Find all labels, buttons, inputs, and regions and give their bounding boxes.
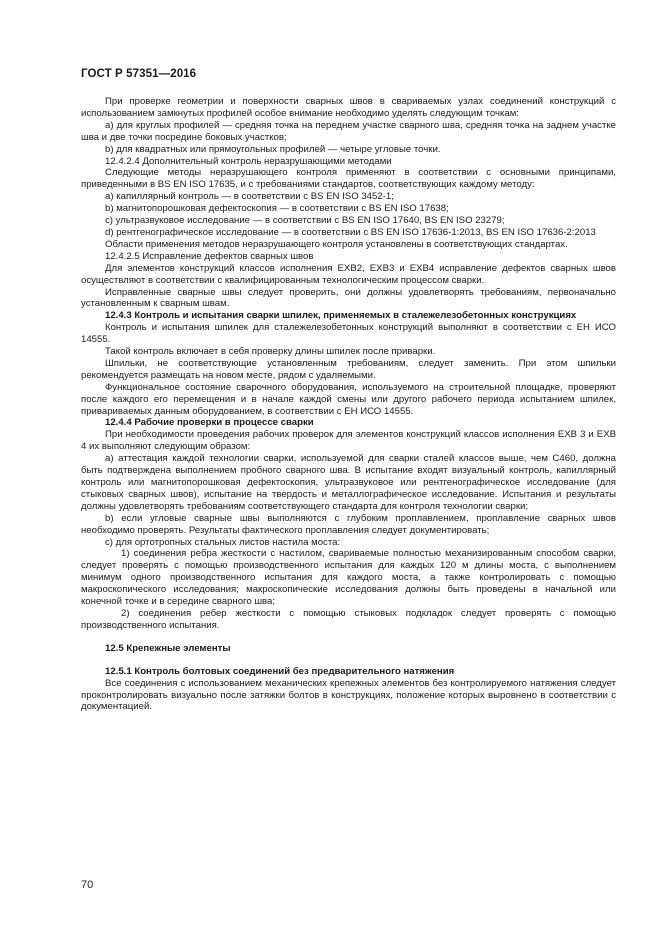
paragraph: Такой контроль включает в себя проверку длины шпилек после приварки. — [105, 346, 436, 358]
sub-list-item: 1) соединения ребра жесткости с настилом, свариваемые полностью механизированным способом сварки, следует проверять с помощью производственного испытания для каждых 120 м длины моста, с выполнением минимум одного производственного испытания для каждого моста, а также контролировать с помощью макроскопического исследования; макроскопические исследования должны быть проведены в начальной или конечной точке и в середине сварного шва; — [81, 548, 616, 608]
paragraph: Все соединения с использованием механических крепежных элементов без контролируемого натяжения следует проконтролировать визуально после затяжки болтов в конструкциях, положение которых выровнено в соответствии с документацией. — [81, 677, 616, 713]
paragraph: Следующие методы неразрушающего контроля применяют в соответствии с основными принципами, приведенными в BS EN ISO 17635, и с требованиями стандартов, соответствующих каждому методу: — [81, 167, 616, 191]
document-header: ГОСТ Р 57351—2016 — [81, 68, 197, 80]
list-item: b) для квадратных или прямоугольных профилей — четыре угловые точки. — [105, 143, 441, 155]
list-item: b) если угловые сварные швы выполняются с глубоким проплавлением, проплавление сварных швов необходимо проверять. Результаты фактического проплавления следует документировать; — [81, 512, 616, 536]
list-item: c) ультразвуковое исследование — в соответствии с BS EN ISO 17640, BS EN ISO 23279; — [105, 215, 505, 227]
list-item: a) аттестация каждой технологии сварки, используемой для сварки сталей классов выше, чем С460, должна быть подтверждена выполнением пробного сварного шва. В испытание входят визуальный контроль, капиллярный контроль или магнитопорошковая дефектоскопия, ультразвуковое или рентгенографическое исследование (для стыковых сварных швов), испытание на твердость и металлографическое исследование. Испытания и результаты должны удовлетворять требованиям соответствующего стандарта для контроля технологии сварки; — [81, 453, 616, 512]
sub-list-item: 2) соединения ребер жесткости с помощью стыковых подкладок следует проверять с помощью производственного испытания. — [81, 607, 616, 631]
section-heading: 12.5.1 Контроль болтовых соединений без предварительного натяжения — [105, 665, 455, 677]
list-item: d) рентгенографическое исследование — в соответствии с BS EN ISO 17636-1:2013, BS EN ISO 17636-2:2013 — [105, 226, 596, 238]
paragraph: Для элементов конструкций классов исполнения EXB2, EXB3 и EXB4 исправление дефектов сварных швов осуществляют в соответствии с квалифицированным технологическим процессом сварки. — [81, 262, 616, 286]
paragraph: При необходимости проведения рабочих проверок для элементов конструкций классов исполнения EXB 3 и EXB 4 их выполняют следующим образом: — [81, 429, 616, 453]
paragraph: Функциональное состояние сварочного оборудования, используемого на строительной площадке, проверяют после каждого его перемещения и в начале каждой смены или другого рабочего периода испытанием шпилек, привариваемых данным оборудованием, в соответствии с ЕН ИСО 14555. — [81, 381, 616, 417]
paragraph: Исправленные сварные швы следует проверить, они должны удовлетворять требованиям, первоначально установленным к сварным швам. — [81, 286, 616, 310]
list-item: c) для ортотропных стальных листов настила моста: — [105, 536, 341, 548]
subsection-heading: 12.4.2.4 Дополнительный контроль неразрушающими методами — [105, 155, 392, 167]
document-body — [81, 96, 616, 713]
paragraph: При проверке геометрии и поверхности сварных швов в свариваемых узлах соединений конструкций с использованием замкнутых профилей особое внимание необходимо уделять следующим точкам: — [81, 96, 616, 119]
section-heading: 12.4.3 Контроль и испытания сварки шпилек, применяемых в сталежелезобетонных конструкциях — [105, 310, 577, 322]
paragraph: Шпильки, не соответствующие установленным требованиям, следует заменить. При этом шпильки рекомендуется размещать на новом месте, рядом с удаляемыми. — [81, 357, 616, 381]
list-item: a) для круглых профилей — средняя точка на переднем участке сварного шва, средняя точка на заднем участке шва и две точки посредине боковых участков; — [81, 119, 616, 143]
subsection-heading: 12.4.2.5 Исправление дефектов сварных швов — [105, 250, 314, 262]
page-number: 70 — [81, 879, 94, 891]
section-heading: 12.4.4 Рабочие проверки в процессе сварки — [105, 417, 314, 429]
list-item: a) капиллярный контроль — в соответствии с BS EN ISO 3452-1; — [105, 191, 394, 203]
paragraph: Контроль и испытания шпилек для сталежелезобетонных конструкций выполняют в соответствии с ЕН ИСО 14555. — [81, 322, 616, 346]
paragraph: Области применения методов неразрушающего контроля установлены в соответствующих стандартах. — [105, 238, 568, 250]
section-heading: 12.5 Крепежные элементы — [105, 642, 231, 654]
list-item: b) магнитопорошковая дефектоскопия — в соответствии с BS EN ISO 17638; — [105, 203, 449, 215]
